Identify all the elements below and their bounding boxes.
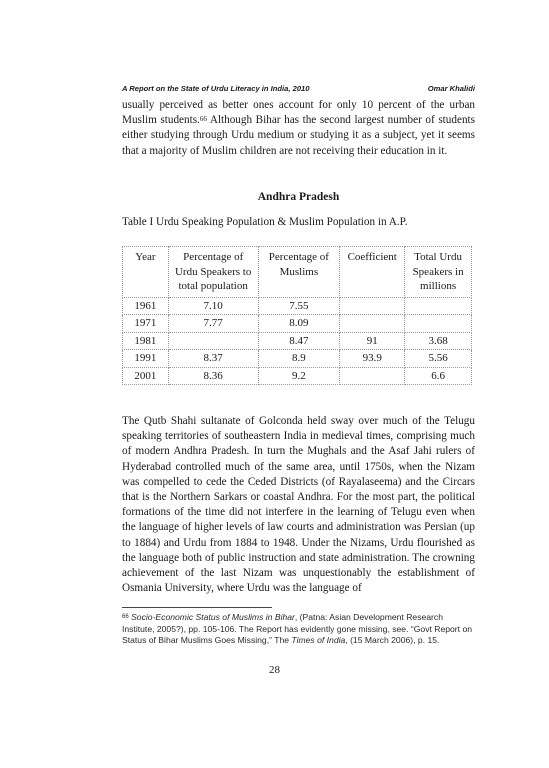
andhra-paragraph: The Qutb Shahi sultanate of Golconda held sway over much of the Telugu speaking territories of southeastern India in medieval times, comprising much of modern Andhra Pradesh. In turn the Mughals and the Asaf Jahi rulers of Hyderabad controlled much of the same area, until 1750s, when the Nizam was compelled to cede the Ceded Districts (of Rayalaseema) and the Circars that is the Northern Sarkars or coastal Andhra. For the most part, the political formations of the time did not interfere in the learning of Telugu even when the language of higher levels of law courts and administration was Persian (up to 1884) and Urdu from 1884 to 1948. Under the Nizams, Urdu flourished as the language both of public instruction and state administration. The crowning achievement of the last Nizam was unquestionably the establishment of Osmania University, where Urdu was the language of bbox=[122, 415, 475, 595]
cell-urdu-percentage bbox=[168, 332, 258, 350]
cell-muslim-percentage: 7.55 bbox=[258, 297, 340, 315]
cell-urdu-percentage: 8.36 bbox=[168, 367, 258, 385]
cell-urdu-percentage: 7.10 bbox=[168, 297, 258, 315]
cell-total-speakers: 5.56 bbox=[405, 350, 472, 368]
cell-urdu-percentage: 7.77 bbox=[168, 315, 258, 333]
header-total-speakers: Total Urdu Speakers in millions bbox=[405, 247, 472, 298]
cell-muslim-percentage: 8.09 bbox=[258, 315, 340, 333]
table-row bbox=[123, 315, 472, 333]
cell-coefficient bbox=[340, 367, 405, 385]
footnote-source-title: Socio-Economic Status of Muslims in Bihar bbox=[131, 612, 295, 622]
cell-year: 1961 bbox=[123, 297, 169, 315]
header-muslim-percentage: Percentage of Muslims bbox=[258, 247, 340, 298]
header-urdu-percentage: Percentage of Urdu Speakers to total population bbox=[168, 247, 258, 298]
running-header bbox=[122, 84, 475, 93]
header-coefficient: Coefficient bbox=[340, 247, 405, 298]
table-row bbox=[123, 367, 472, 385]
intro-paragraph bbox=[122, 98, 475, 159]
cell-coefficient: 93.9 bbox=[340, 350, 405, 368]
cell-year: 1971 bbox=[123, 315, 169, 333]
cell-total-speakers bbox=[405, 297, 472, 315]
cell-total-speakers bbox=[405, 315, 472, 333]
table-row bbox=[123, 332, 472, 350]
cell-year: 1981 bbox=[123, 332, 169, 350]
cell-coefficient bbox=[340, 315, 405, 333]
footnote-reference[interactable]: 66 bbox=[199, 115, 207, 124]
cell-year: 1991 bbox=[123, 350, 169, 368]
table-row bbox=[123, 350, 472, 368]
cell-muslim-percentage: 8.9 bbox=[258, 350, 340, 368]
cell-year: 2001 bbox=[123, 367, 169, 385]
footnote-number: 66 bbox=[122, 614, 129, 620]
cell-total-speakers: 3.68 bbox=[405, 332, 472, 350]
population-table bbox=[122, 246, 472, 385]
table-header-row bbox=[123, 247, 472, 298]
cell-total-speakers: 6.6 bbox=[405, 367, 472, 385]
cell-muslim-percentage: 9.2 bbox=[258, 367, 340, 385]
cell-urdu-percentage: 8.37 bbox=[168, 350, 258, 368]
footnote-text: , (Patna: Asian Development Research Institute, 2005?), pp. 105-106. The Report has evidently gone missing, see. “Govt Report on Status of Bihar Muslims Goes Missing,” The bbox=[122, 612, 473, 646]
header-title: A Report on the State of Urdu Literacy in India, 2010 bbox=[122, 84, 310, 93]
table-caption: Table I Urdu Speaking Population & Muslim Population in A.P. bbox=[122, 216, 408, 228]
table-row bbox=[123, 297, 472, 315]
cell-coefficient: 91 bbox=[340, 332, 405, 350]
page-number: 28 bbox=[269, 664, 280, 676]
section-title: Andhra Pradesh bbox=[257, 191, 340, 203]
footnote-divider bbox=[122, 607, 272, 608]
cell-coefficient bbox=[340, 297, 405, 315]
footnote-text-end: , (15 March 2006), p. 15. bbox=[345, 635, 440, 646]
intro-text: usually perceived as better ones account for only 10 percent of the urban Muslim students. bbox=[122, 99, 475, 127]
header-year: Year bbox=[123, 247, 169, 298]
header-author: Omar Khalidi bbox=[427, 84, 475, 93]
cell-muslim-percentage: 8.47 bbox=[258, 332, 340, 350]
footnote-journal: Times of India bbox=[291, 635, 346, 646]
footnote bbox=[122, 612, 477, 647]
intro-text-continued: Although Bihar has the second largest number of students either studying through Urdu medium or studying it as a subject, yet it seems that a majority of Muslim children are not receiving their education in it. bbox=[122, 114, 475, 157]
